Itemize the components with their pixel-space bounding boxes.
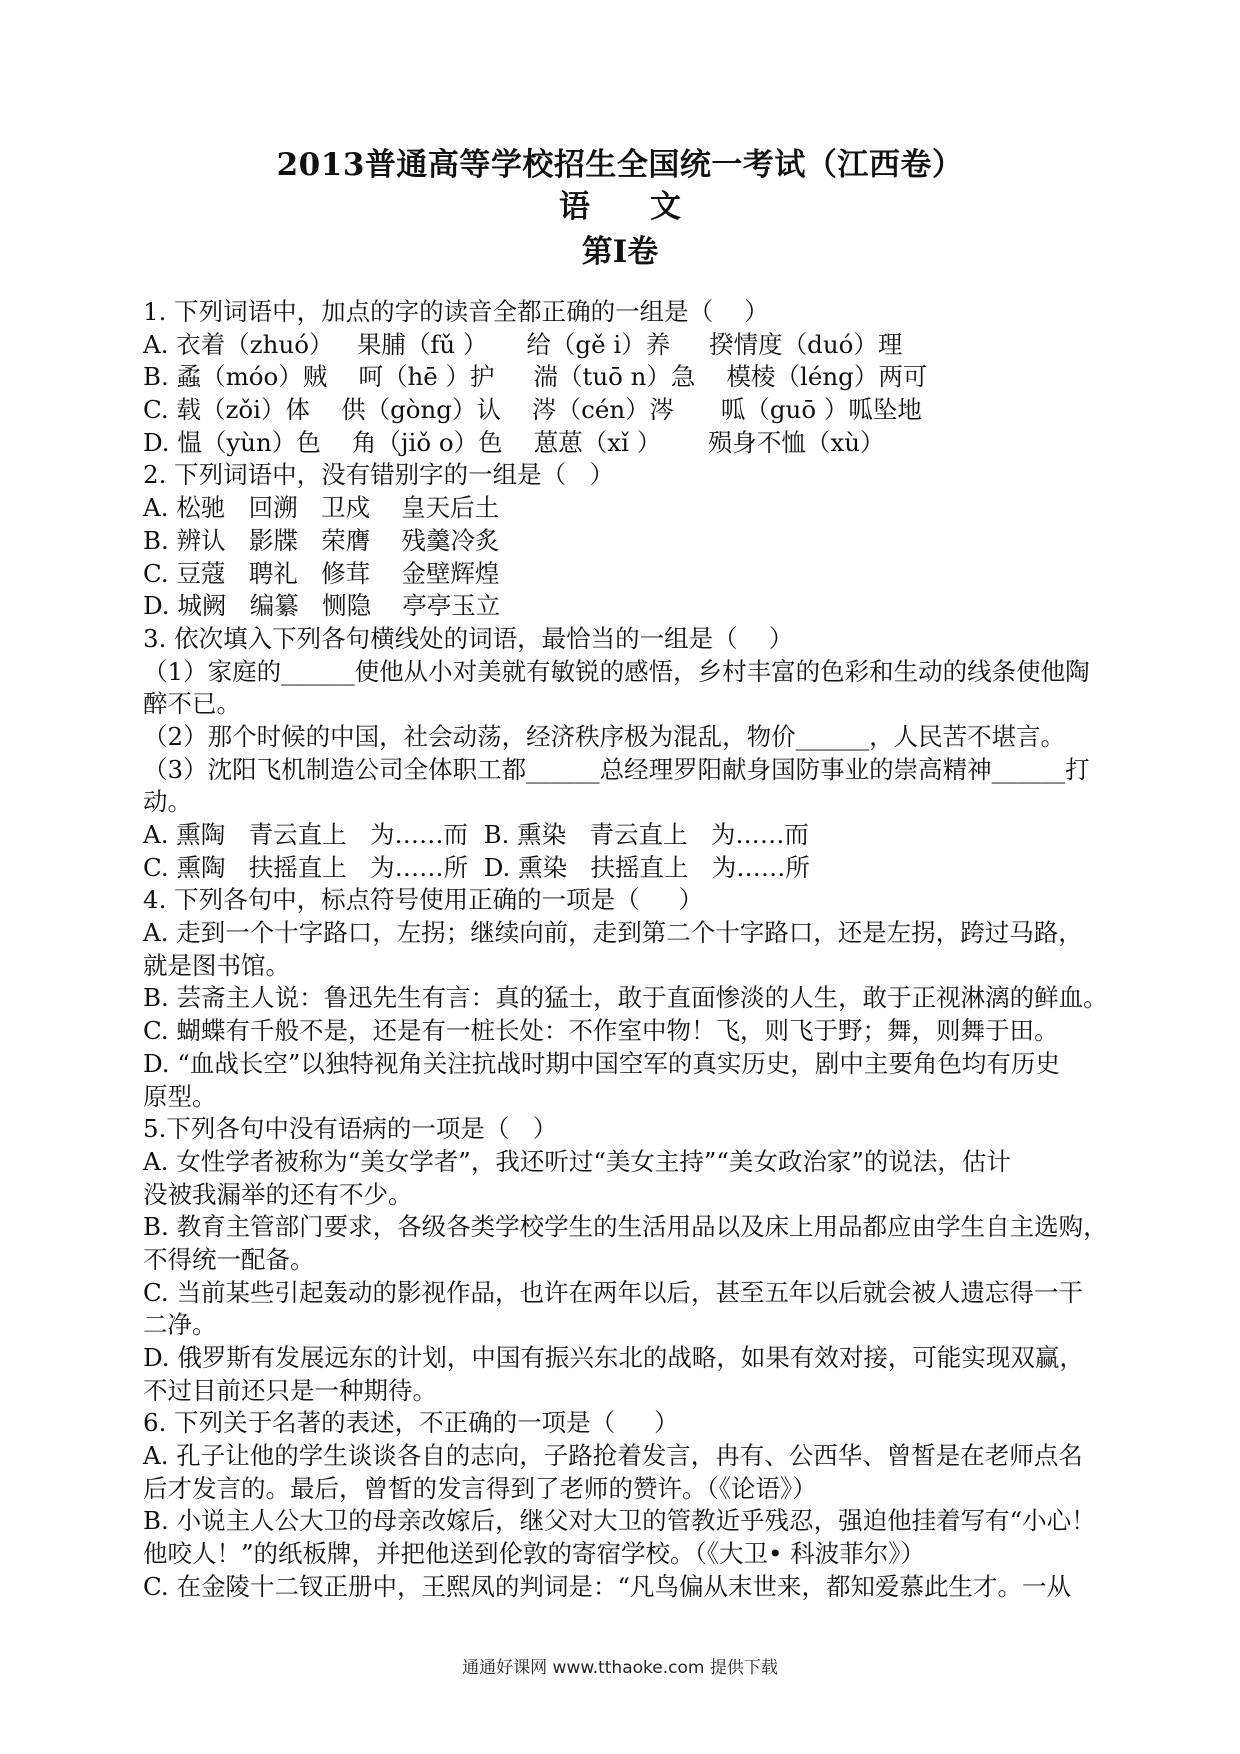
subject-heading <box>0 185 1240 229</box>
text-line: 动。 <box>143 787 192 817</box>
text-line: B. 小说主人公大卫的母亲改嫁后，继父对大卫的管教近乎残忍，强迫他挂着写有“小心！ <box>143 1506 1096 1536</box>
exam-questions <box>143 296 1118 1604</box>
text-line: 不得统一配备。 <box>143 1244 315 1274</box>
text-line: （3）沈阳飞机制造公司全体职工都______总经理罗阳献身国防事业的崇高精神______打 <box>143 754 1090 784</box>
text-line: B. 教育主管部门要求，各级各类学校学生的生活用品以及床上用品都应由学生自主选购， <box>143 1212 1108 1242</box>
text-line: C. 当前某些引起轰动的影视作品，也许在两年以后，甚至五年以后就会被人遗忘得一干 <box>143 1277 1083 1307</box>
text-line: A. 女性学者被称为“美女学者”，我还听过“美女主持”“美女政治家”的说法，估计 <box>143 1146 1011 1176</box>
section-heading: 第I卷 <box>581 234 659 270</box>
text-line: B. 蟊（móo）贼 呵（hē ）护 湍（tuō n）急 模棱（léng）两可 <box>143 362 928 392</box>
text-line: C. 在金陵十二钗正册中，王熙凤的判词是：“凡鸟偏从末世来，都知爱慕此生才。一从 <box>143 1571 1071 1601</box>
text-line: （1）家庭的______使他从小对美就有敏锐的感悟，乡村丰富的色彩和生动的线条使他陶 <box>143 656 1090 686</box>
text-line: D. “血战长空”以独特视角关注抗战时期中国空军的真实历史，剧中主要角色均有历史 <box>143 1048 1060 1078</box>
text-line: 5.下列各句中没有语病的一项是（ ） <box>143 1114 558 1144</box>
text-line: C. 蝴蝶有千般不是，还是有一桩长处：不作室中物！飞，则飞于野；舞，则舞于田。 <box>143 1016 1059 1046</box>
text-line: 不过目前还只是一种期待。 <box>143 1375 437 1405</box>
text-line: A. 孔子让他的学生谈谈各自的志向，子路抢着发言，冉有、公西华、曾皙是在老师点名 <box>143 1441 1083 1471</box>
text-line: D. 城阙 编纂 恻隐 亭亭玉立 <box>143 591 501 621</box>
text-line: （2）那个时候的中国，社会动荡，经济秩序极为混乱，物价______，人民苦不堪言。 <box>143 721 1066 751</box>
text-line: C. 熏陶 扶摇直上 为……所 D. 熏染 扶摇直上 为……所 <box>143 852 810 882</box>
subject-char-2: 文 <box>650 189 681 225</box>
text-line: 醉不已。 <box>143 689 241 719</box>
text-line: 1. 下列词语中，加点的字的读音全都正确的一组是（ ） <box>143 297 769 326</box>
text-line: C. 豆蔻 聘礼 修茸 金壁辉煌 <box>143 558 500 588</box>
document-header <box>0 145 1240 275</box>
text-line: 二净。 <box>143 1310 217 1340</box>
text-line: D. 愠（yùn）色 角（jiǒ o）色 葸葸（xǐ ） 殒身不恤（xù） <box>143 427 885 457</box>
text-line: 4. 下列各句中，标点符号使用正确的一项是（ ） <box>143 885 704 915</box>
text-line: 6. 下列关于名著的表述，不正确的一项是（ ） <box>143 1408 679 1438</box>
text-line: A. 熏陶 青云直上 为……而 B. 熏染 青云直上 为……而 <box>143 820 809 849</box>
text-line: 3. 依次填入下列各句横线处的词语，最恰当的一组是（ ） <box>143 623 794 653</box>
text-line: C. 载（zǒi）体 供（gòng）认 涔（cén）涔 呱（guō ）呱坠地 <box>143 395 922 425</box>
exam-title: 2013普通高等学校招生全国统一考试（江西卷） <box>276 147 964 183</box>
text-line: 就是图书馆。 <box>143 950 290 980</box>
text-line: 2. 下列词语中，没有错别字的一组是（ ） <box>143 460 615 490</box>
text-line: 他咬人！”的纸板牌，并把他送到伦敦的寄宿学校。（《大卫• 科波菲尔》） <box>143 1539 926 1569</box>
text-line: 原型。 <box>143 1081 217 1111</box>
text-line: A. 衣着（zhuó） 果脯（fǔ ） 给（gě i）养 揆情度（duó）理 <box>143 329 903 359</box>
text-line: A. 松驰 回溯 卫戍 皇天后土 <box>143 493 500 523</box>
text-line: A. 走到一个十字路口，左拐；继续向前，走到第二个十字路口，还是左拐，跨过马路， <box>143 918 1083 948</box>
subject-char-1: 语 <box>559 189 590 225</box>
text-line: 没被我漏举的还有不少。 <box>143 1179 413 1209</box>
text-line: 后才发言的。最后，曾皙的发言得到了老师的赞许。（《论语》） <box>143 1473 817 1503</box>
text-line: D. 俄罗斯有发展远东的计划，中国有振兴东北的战略，如果有效对接，可能实现双赢， <box>143 1343 1084 1372</box>
footer-credit: 通通好课网 www.tthaoke.com 提供下载 <box>462 1658 778 1678</box>
text-line: B. 辨认 影牒 荣膺 残羹冷炙 <box>143 525 500 555</box>
text-line: B. 芸斋主人说：鲁迅先生有言：真的猛士，敢于直面惨淡的人生，敢于正视淋漓的鲜血。 <box>143 983 1108 1013</box>
